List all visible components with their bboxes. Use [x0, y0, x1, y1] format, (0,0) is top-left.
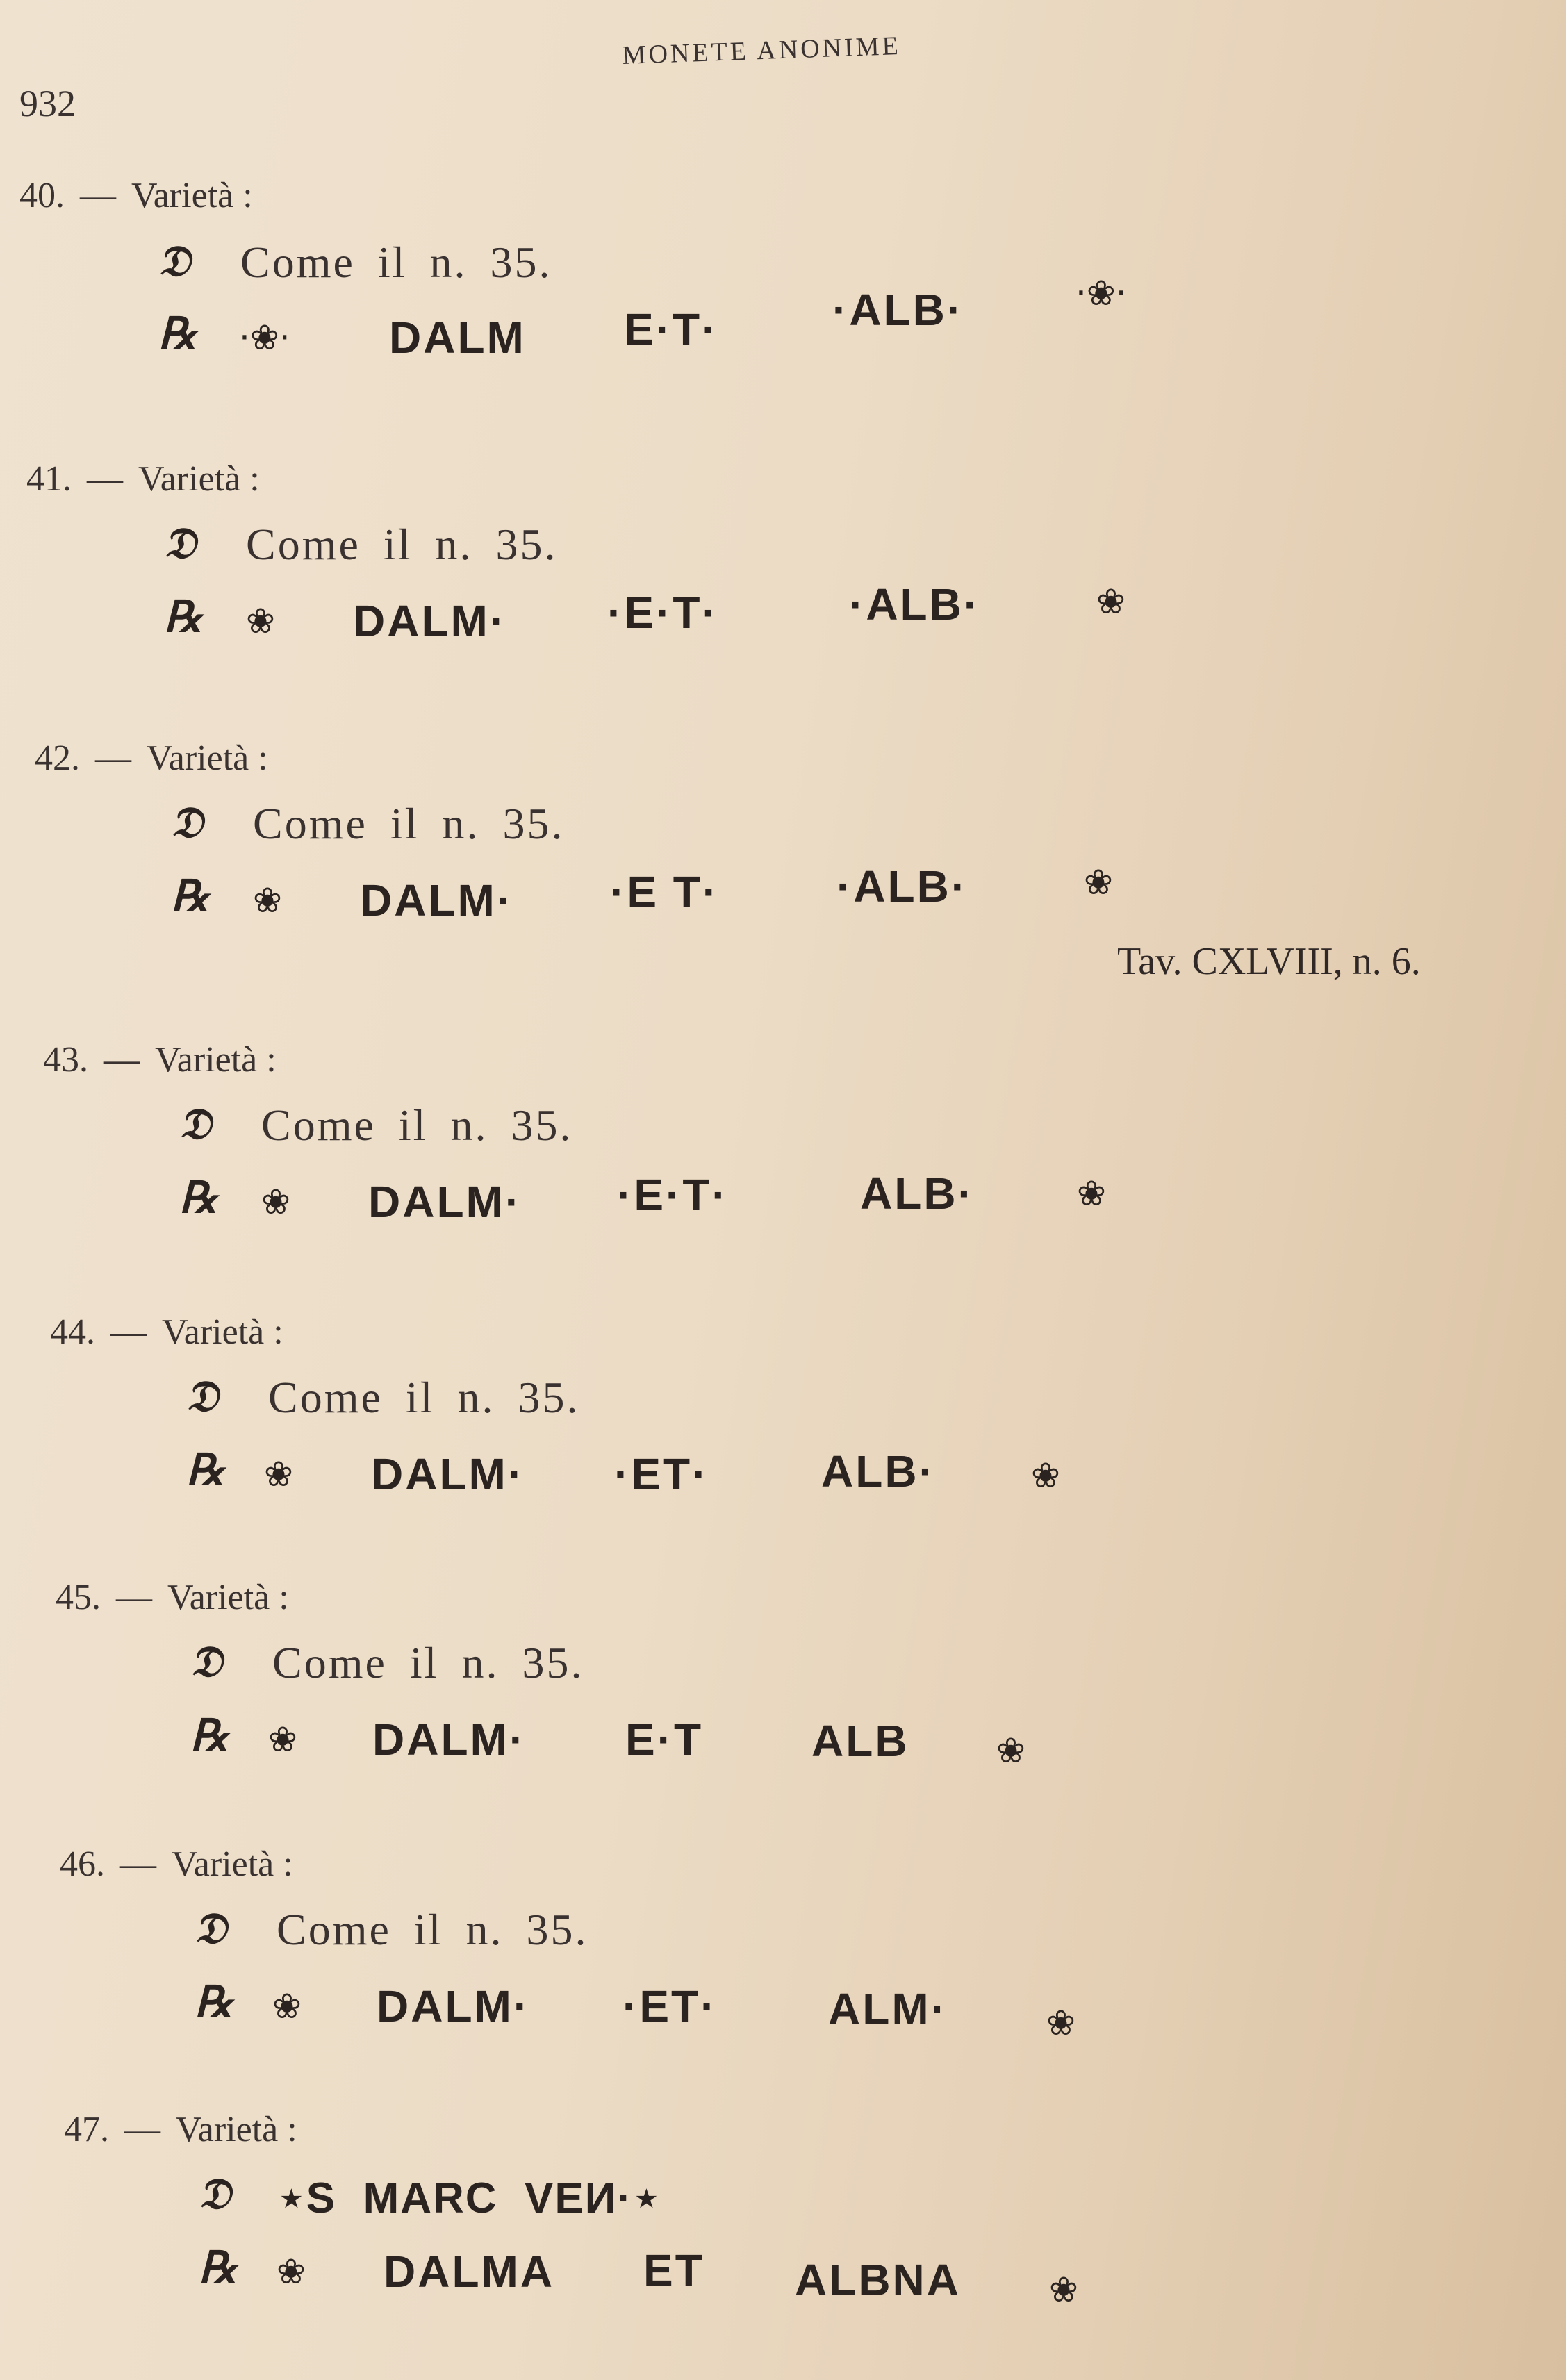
- reverse-legend-word: DALM·: [377, 1981, 531, 2031]
- obverse-description: Come il n. 35.: [240, 238, 552, 287]
- entry-number: 45.: [56, 1578, 101, 1617]
- obverse-sigil: 𝔇: [186, 1371, 219, 1421]
- entry-heading: [43, 1039, 1363, 1080]
- rosette-icon: ❀: [996, 1730, 1025, 1771]
- obverse-line: [43, 1098, 1363, 1175]
- reverse-legend-word: ·E·T·: [617, 1170, 729, 1220]
- obverse-line: [35, 797, 1355, 873]
- obverse-sigil: 𝔇: [164, 518, 197, 568]
- entry-heading: [64, 2109, 1384, 2150]
- rosette-icon: ❀: [253, 880, 282, 920]
- rosette-icon: ❀: [272, 1986, 302, 2026]
- catalog-entry-42: [35, 738, 1355, 947]
- obverse-line: [60, 1903, 1380, 1979]
- reverse-legend-word: ·E T·: [610, 867, 720, 917]
- reverse-legend-word: DALMA: [384, 2247, 555, 2297]
- entry-heading: [56, 1577, 1376, 1618]
- rosette-icon: ·❀·: [1075, 273, 1127, 313]
- catalog-entry-40: [19, 175, 1340, 384]
- entry-number: 41.: [26, 459, 72, 499]
- entry-label: Varietà :: [131, 176, 253, 215]
- reverse-legend-word: ALBNA: [795, 2255, 961, 2305]
- reverse-sigil: ℞: [164, 591, 203, 642]
- reverse-legend-word: DALM·: [353, 596, 507, 646]
- reverse-legend-word: ·ALB·: [836, 861, 969, 911]
- catalog-entry-47: [64, 2109, 1384, 2318]
- reverse-sigil: ℞: [179, 1172, 218, 1223]
- rosette-icon: ❀: [268, 1719, 297, 1760]
- entry-label: Varietà :: [162, 1312, 283, 1352]
- entry-heading: [26, 458, 1346, 499]
- reverse-legend-word: ALB·: [860, 1168, 975, 1218]
- em-dash: —: [87, 459, 123, 499]
- reverse-legend-word: ·ET·: [623, 1981, 718, 2031]
- reverse-legend-word: ·ALB·: [832, 285, 964, 335]
- rosette-icon: ❀: [1049, 2270, 1078, 2310]
- obverse-legend: ⋆S MARC VEИ·⋆: [278, 2174, 661, 2222]
- entry-number: 42.: [35, 738, 80, 778]
- obverse-line: [64, 2168, 1384, 2245]
- reverse-sigil: ℞: [158, 308, 197, 358]
- em-dash: —: [104, 1040, 140, 1080]
- obverse-description: Come il n. 35.: [272, 1638, 584, 1687]
- rosette-icon: ·❀·: [239, 317, 290, 358]
- reverse-legend-word: E·T·: [624, 304, 719, 354]
- reverse-sigil: ℞: [171, 870, 210, 921]
- reverse-sigil: ℞: [190, 1710, 229, 1760]
- reverse-legend-word: ALB·: [821, 1446, 936, 1496]
- reverse-line: [43, 1168, 1363, 1248]
- catalog-entry-44: [50, 1312, 1370, 1521]
- rosette-icon: ❀: [1077, 1173, 1106, 1214]
- entry-label: Varietà :: [176, 2110, 297, 2149]
- reverse-line: [26, 579, 1346, 668]
- obverse-sigil: 𝔇: [195, 1903, 227, 1953]
- reverse-legend-word: DALM·: [368, 1177, 522, 1227]
- reverse-line: [19, 273, 1340, 384]
- reverse-line: [64, 2242, 1384, 2318]
- reverse-legend-word: ·ALB·: [849, 579, 981, 629]
- rosette-icon: ❀: [1031, 1455, 1060, 1496]
- rosette-icon: ❀: [1046, 2003, 1075, 2043]
- running-head: MONETE ANONIME: [622, 31, 902, 70]
- obverse-description: Come il n. 35.: [246, 520, 558, 569]
- catalog-entry-41: [26, 458, 1346, 668]
- reverse-legend-word: ALB: [811, 1716, 909, 1766]
- entry-heading: [19, 175, 1340, 216]
- entry-label: Varietà :: [155, 1040, 277, 1080]
- catalog-entry-43: [43, 1039, 1363, 1248]
- obverse-description: Come il n. 35.: [268, 1373, 580, 1422]
- em-dash: —: [95, 738, 131, 778]
- entry-heading: [50, 1312, 1370, 1353]
- obverse-line: [50, 1371, 1370, 1447]
- em-dash: —: [80, 176, 116, 215]
- entry-number: 47.: [64, 2110, 109, 2149]
- obverse-sigil: 𝔇: [199, 2168, 231, 2219]
- entry-heading: [60, 1844, 1380, 1885]
- entry-number: 46.: [60, 1844, 105, 1884]
- reverse-legend-word: DALM·: [360, 875, 514, 925]
- entry-number: 43.: [43, 1040, 88, 1080]
- catalog-entry-46: [60, 1844, 1380, 2053]
- reverse-line: [50, 1444, 1370, 1521]
- rosette-icon: ❀: [1096, 581, 1126, 622]
- entry-label: Varietà :: [147, 738, 268, 778]
- obverse-description: Come il n. 35.: [253, 799, 565, 848]
- reverse-legend-word: DALM·: [371, 1449, 525, 1499]
- rosette-icon: ❀: [264, 1454, 293, 1494]
- plate-reference: Tav. CXLVIII, n. 6.: [1117, 940, 1421, 983]
- em-dash: —: [116, 1578, 152, 1617]
- entry-number: 44.: [50, 1312, 95, 1352]
- rosette-icon: ❀: [246, 601, 275, 641]
- reverse-legend-word: ·E·T·: [607, 588, 719, 638]
- reverse-legend-word: DALM·: [372, 1714, 527, 1765]
- rosette-icon: ❀: [261, 1182, 290, 1222]
- obverse-sigil: 𝔇: [158, 235, 191, 286]
- em-dash: —: [110, 1312, 147, 1352]
- entry-label: Varietà :: [138, 459, 260, 499]
- reverse-line: [56, 1710, 1376, 1786]
- em-dash: —: [120, 1844, 156, 1884]
- reverse-legend-word: ET: [643, 2245, 704, 2295]
- obverse-description: Come il n. 35.: [261, 1100, 573, 1150]
- reverse-legend-word: E·T: [625, 1714, 704, 1765]
- reverse-sigil: ℞: [186, 1444, 225, 1495]
- em-dash: —: [124, 2110, 160, 2149]
- entry-label: Varietà :: [172, 1844, 293, 1884]
- obverse-sigil: 𝔇: [179, 1098, 212, 1149]
- obverse-sigil: 𝔇: [171, 797, 204, 848]
- obverse-sigil: 𝔇: [190, 1636, 223, 1687]
- reverse-line: [60, 1976, 1380, 2053]
- reverse-legend-word: ALM·: [828, 1984, 948, 2034]
- obverse-description: Come il n. 35.: [277, 1905, 588, 1954]
- obverse-line: [19, 235, 1340, 312]
- catalog-entry-45: [56, 1577, 1376, 1786]
- reverse-legend-word: DALM: [389, 313, 526, 363]
- reverse-line: [35, 861, 1355, 947]
- entry-number: 40.: [19, 176, 65, 215]
- page-number: 932: [19, 83, 76, 124]
- entry-heading: [35, 738, 1355, 779]
- reverse-sigil: ℞: [199, 2242, 238, 2292]
- obverse-line: [26, 518, 1346, 594]
- rosette-icon: ❀: [277, 2251, 306, 2292]
- obverse-line: [56, 1636, 1376, 1712]
- reverse-sigil: ℞: [195, 1976, 233, 2027]
- reverse-legend-word: ·ET·: [614, 1449, 709, 1499]
- entry-label: Varietà :: [167, 1578, 289, 1617]
- rosette-icon: ❀: [1084, 862, 1113, 902]
